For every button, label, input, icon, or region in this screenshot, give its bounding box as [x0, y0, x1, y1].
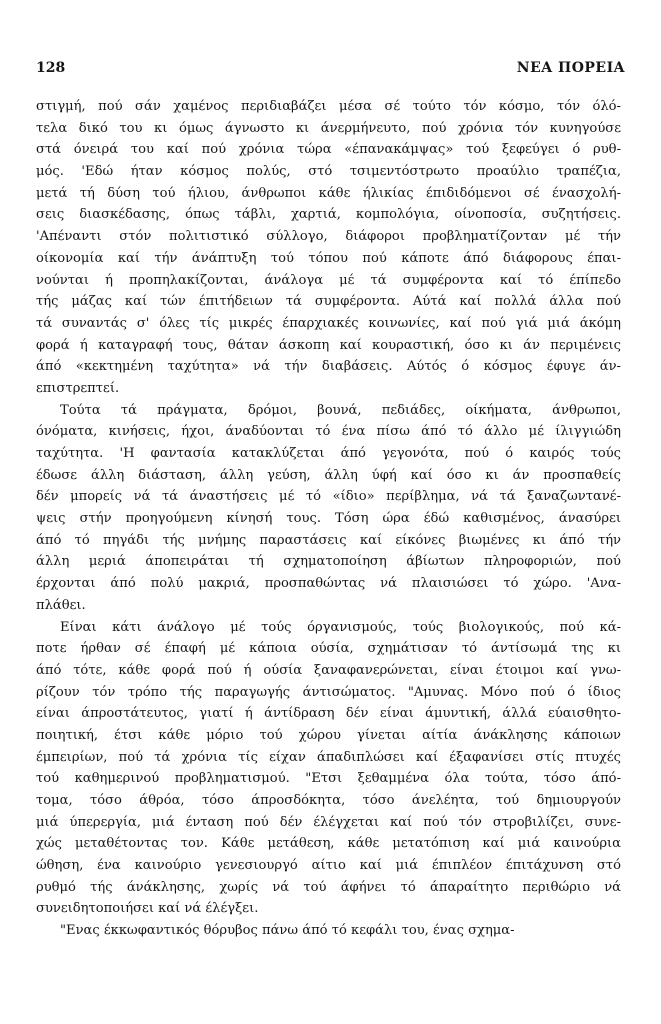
text-line: ώθηση, ένα καινούριο γενεσιουργό αίτιο καί μιά έπιπλέον έπιτάχυνση στό: [36, 858, 621, 874]
text-line: στιγμή, πού σάν χαμένος περιδιαβάζει μέσα σέ τούτο τόν κόσμο, τόν όλό-: [36, 99, 621, 114]
text-line: τής μάζας καί τών έπιτήδειων τά συμφέροντα. Αύτά καί πολλά άλλα πού: [36, 294, 621, 310]
text-line: ποτε ήρθαν σέ έπαφή μέ κάποια ούσία, σχημάτισαν τό άντίσωμά της κι: [36, 641, 621, 657]
text-line: έδωσε άλλη διάσταση, άλλη γεύση, άλλη ύφή καί όσο κι άν προσπαθείς: [36, 467, 621, 483]
text-line: επιστρεπτεί.: [36, 380, 120, 396]
text-line: χώς μεταθέτοντας τον. Κάθε μετάθεση, κάθε μετατόπιση καί μιά καινούρια: [36, 836, 621, 852]
text-line: έμπειρίων, πού τά χρόνια τίς είχαν άπαδιπλώσει καί έξαφανίσει στίς πτυχές: [36, 749, 621, 765]
text-line: άπό «κεκτημένη ταχύτητα» νά τήν διαβάσεις. Αύτός ό κόσμος έφυγε άν-: [36, 359, 621, 375]
text-line: έρχονται άπό πολύ μακριά, προσπαθώντας νά πλαισιώσει τό χώρο. 'Ανα-: [36, 576, 621, 592]
paragraph: [36, 617, 621, 921]
text-line: είναι άπροστάτευτος, γιατί ή άντίδραση δέν είναι άμυντική, άλλά εύαισθητο-: [36, 706, 621, 722]
text-line: φορά ή καταγραφή τους, θάταν άσκοπη καί κουραστική, όσο κι άν περιμένεις: [36, 337, 621, 353]
text-line: δέν μπορείς νά τά άναστήσεις μέ τό «ίδιο» περίβλημα, νά τά ξαναζωντανέ-: [36, 489, 621, 505]
page-header: [36, 60, 625, 80]
text-line: άλλη μεριά άποπειράται τή σχηματοποίηση άβίωτων πληροφοριών, πού: [36, 554, 621, 570]
text-line: άπό τό πηγάδι τής μνήμης παραστάσεις καί είκόνες βιωμένες κι άπό τήν: [36, 532, 621, 548]
text-line: 'Απέναντι στόν πολιτιστικό σύλλογο, διάφοροι προβληματίζονταν μέ τήν: [36, 229, 621, 245]
text-line: μετά τή δύση τού ήλιου, άνθρωποι κάθε ήλικίας έπιδιδόμενοι σέ ένασχολή-: [36, 185, 621, 201]
text-line: σεις διασκέδασης, όπως τάβλι, χαρτιά, κομπολόγια, οίνοποσία, συζητήσεις.: [36, 207, 621, 223]
text-line: τομα, τόσο άθρόα, τόσο άπροσδόκητα, τόσο άνελέητα, τού δημιουργούν: [36, 793, 621, 808]
text-line: πλάθει.: [36, 597, 86, 613]
text-line: στά όνειρά του καί πού χρόνια τώρα «έπανακάμψας» τού ξεφεύγει ό ρυθ-: [36, 142, 621, 158]
text-line: τού καθημερινού προβληματισμού. "Ετσι ξεθαμμένα όλα τούτα, τόσο άπό-: [36, 771, 621, 787]
text-line: συνειδητοποιήσει καί νά έλέγξει.: [36, 901, 259, 917]
text-line: ρυθμό τής άνάκλησης, χωρίς νά τού άφήνει τό άπαραίτητο περιθώριο νά: [36, 879, 621, 895]
text-line: ρίζουν τόν τρόπο τής παραγωγής άντισώματος. "Αμυνας. Μόνο πού ό ίδιος: [36, 684, 621, 700]
text-line: τά συναντάς σ' όλες τίς μικρές έπαρχιακές κοινωνίες, καί πού γιά μιά άκόμη: [36, 315, 621, 331]
text-line: οίκονομία καί τήν άνάπτυξη τού τόπου πού κάποτε άπό διάφορους έπαι-: [36, 250, 621, 266]
text-line: άπό τότε, κάθε φορά πού ή ούσία ξαναφανερώνεται, είναι έτοιμοι καί γνω-: [36, 662, 621, 678]
text-line: ποιητική, έτσι κάθε μόριο τού χώρου γίνεται αίτία άνάκλησης κάποιων: [36, 727, 621, 743]
text-line: όνόματα, κινήσεις, ήχοι, άναδύονται τό ένα πίσω άπό τό άλλο μέ ίλιγγιώδη: [36, 424, 621, 440]
paragraph: [36, 920, 621, 942]
paragraph: [36, 400, 621, 617]
text-line: Τούτα τά πράγματα, δρόμοι, βουνά, πεδιάδες, οίκήματα, άνθρωποι,: [60, 402, 621, 418]
text-line: "Ενας έκκωφαντικός θόρυβος πάνω άπό τό κεφάλι του, ένας σχημα-: [60, 923, 515, 939]
body-text: [36, 96, 621, 942]
text-line: τελα δικό του κι όμως άγνωστο κι άνερμήνευτο, πού χρόνια τόν κυνηγούσε: [36, 120, 621, 136]
running-head: ΝΕΑ ΠΟΡΕΙΑ: [516, 60, 625, 76]
text-line: ταχύτητα. 'Η φαντασία κατακλύζεται άπό γεγονότα, πού ό καιρός τούς: [36, 446, 621, 461]
text-line: ψεις στήν προηγούμενη κίνησή τους. Τόση ώρα έδώ καθισμένος, άνασύρει: [36, 511, 621, 527]
text-line: μός. 'Εδώ ήταν κόσμος πολύς, στό τσιμεντόστρωτο προαύλιο τραπέζια,: [36, 164, 621, 180]
paragraph: [36, 96, 621, 400]
text-line: Είναι κάτι άνάλογο μέ τούς όργανισμούς, τούς βιολογικούς, πού κά-: [60, 619, 621, 635]
page-number: 128: [36, 60, 66, 76]
text-line: νούνται ή προπηλακίζονται, άνάλογα μέ τά συμφέροντα καί τό έπίπεδο: [36, 272, 621, 288]
text-line: μιά ύπερεργία, μιά ένταση πού δέν έλέγχεται καί πού τόν στροβιλίζει, συνε-: [36, 814, 621, 830]
